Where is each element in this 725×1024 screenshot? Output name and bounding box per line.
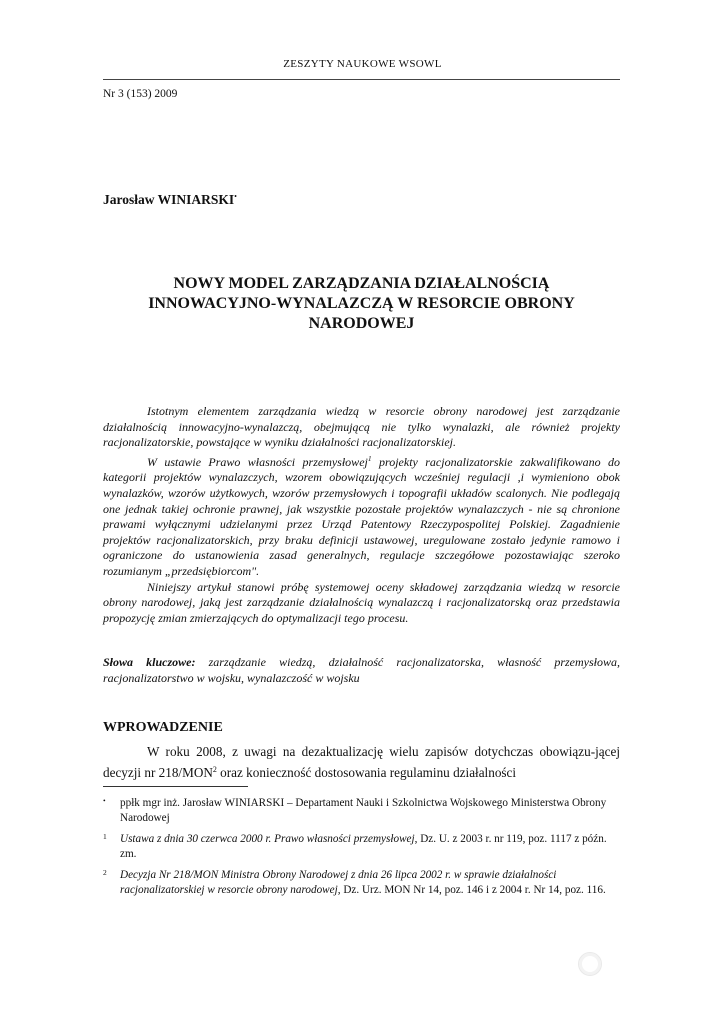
abstract-paragraph-2 <box>103 451 620 580</box>
body-p1-rest: oraz konieczność dostosowania regulaminu działalności <box>216 764 517 780</box>
running-header: ZESZYTY NAUKOWE WSOWL <box>283 58 442 70</box>
author-footnote-mark[interactable]: • <box>234 192 237 201</box>
author-line <box>103 192 237 208</box>
footnote-mark: 2 <box>103 868 107 877</box>
author-name: Jarosław WINIARSKI <box>103 192 235 207</box>
footnote-mark: • <box>103 796 106 805</box>
abstract <box>103 404 620 626</box>
keywords <box>103 654 620 686</box>
abstract-paragraph-1: Istotnym elementem zarządzania wiedzą w resorcie obrony narodowej jest zarządzanie działalnością innowacyjno-wynalazczą, obejmującą nie tylko wynalazki, ale również projekty racjonalizatorskie, powstające w wyniku działalności racjonalizatorskiej. <box>103 404 620 450</box>
title-line-3: NARODOWEJ <box>308 315 415 332</box>
footnote-plain: Dz. Urz. MON Nr 14, poz. 146 i z 2004 r. Nr 14, poz. 116. <box>340 884 606 896</box>
footnote-1 <box>103 832 620 862</box>
footnote-italic: Decyzja Nr 218/MON Ministra Obrony Narodowej z dnia 26 lipca 2002 r. w sprawie działalności racjonalizatorskiej w resorcie obrony narodowej, <box>120 869 557 896</box>
footnotes <box>103 796 620 904</box>
footnote-text: ppłk mgr inż. Jarosław WINIARSKI – Departament Nauki i Szkolnictwa Wojskowego Ministerstwa Obrony Narodowej <box>120 797 607 824</box>
footnote-italic: Ustawa z dnia 30 czerwca 2000 r. Prawo własności przemysłowej <box>120 833 415 845</box>
keywords-text: zarządzanie wiedzą, działalność racjonalizatorska, własność przemysłowa, racjonalizatorstwo w wojsku, wynalazczość w wojsku <box>103 655 620 685</box>
body-paragraph-1 <box>103 743 620 781</box>
watermark-stamp <box>578 952 602 976</box>
issue-number: Nr 3 (153) 2009 <box>103 88 178 100</box>
article-title <box>103 274 620 334</box>
title-line-1: NOWY MODEL ZARZĄDZANIA DZIAŁALNOŚCIĄ <box>173 275 550 292</box>
footnote-2 <box>103 868 620 898</box>
footnote-separator <box>103 786 248 787</box>
abstract-p2-start: W ustawie Prawo własności przemysłowej <box>147 454 368 469</box>
body-text <box>103 743 620 781</box>
footnote-ref-2[interactable]: 2 <box>212 764 217 774</box>
body-p1-start: W roku 2008, z uwagi na dezaktualizację wielu zapisów dotychczas obowiązu-jącej decyzji nr 218/MON <box>103 744 620 780</box>
section-heading: WPROWADZENIE <box>103 720 223 735</box>
keywords-label: Słowa kluczowe: <box>103 655 196 669</box>
footnote-author <box>103 796 620 826</box>
footnote-text <box>120 868 620 898</box>
footnote-text <box>120 832 620 862</box>
abstract-p2-rest: projekty racjonalizatorskie zakwalifikowano do kategorii projektów wynalazczych, wzorem obowiązujących wcześniej regulacji ,i wymieniono obok wynalazków, wzorów użytkowych, wzorów przemysłowych i topografii układów scalonych. Nie podlegają one jednak takiej ochronie prawnej, jak wszystkie pozostałe projektów wynalazczych - nie są chronione prawami wyłącznymi udzielanymi przez Urząd Patentowy Rzeczypospolitej Polskiej. Zagadnienie projektów racjonalizatorskich, przy braku definicji ustawowej, uregulowane zostało jedynie ramowo i ograniczone do ustanowienia zasad generalnych, regulacje szczegółowe pozostawiając szeroko rozumianym „przedsiębiorcom". <box>103 454 620 578</box>
footnote-plain: , Dz. U. z 2003 r. nr 119, poz. 1117 z późn. zm. <box>120 833 607 860</box>
title-line-2: INNOWACYJNO-WYNALAZCZĄ W RESORCIE OBRONY <box>148 295 575 312</box>
header-rule <box>103 79 620 80</box>
footnote-mark: 1 <box>103 832 107 841</box>
footnote-ref-1[interactable]: 1 <box>367 453 372 463</box>
abstract-paragraph-3: Niniejszy artykuł stanowi próbę systemowej oceny składowej zarządzania wiedzą w resorcie obrony narodowej, jaką jest zarządzanie działalnością wynalazczą i racjonalizatorską oraz przedstawia propozycję zmian zmierzających do optymalizacji tego procesu. <box>103 579 620 625</box>
